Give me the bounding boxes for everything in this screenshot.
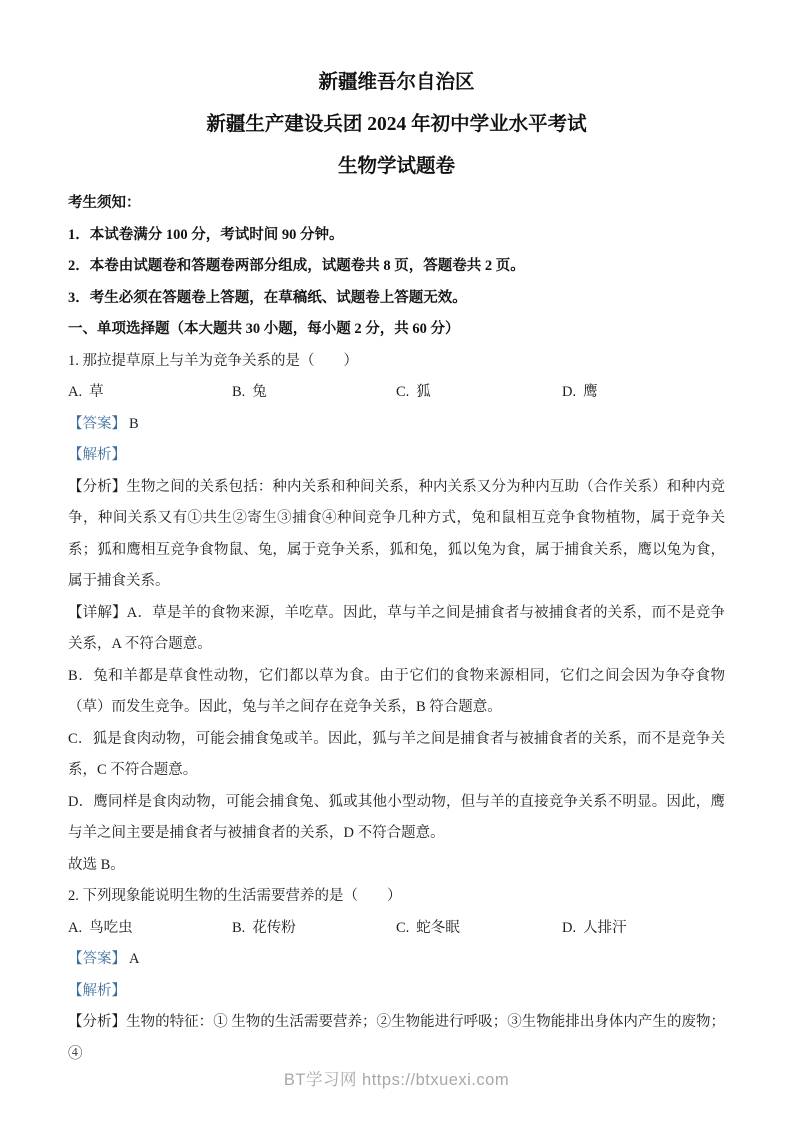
option-b — [232, 377, 396, 409]
option-c-label: C. — [396, 384, 410, 400]
option-c — [396, 913, 562, 945]
notice-item-3: 3．考生必须在答题卷上答题，在草稿纸、试题卷上答题无效。 — [68, 289, 467, 306]
exam-header — [68, 62, 725, 188]
detail-paragraph-c: C．狐是食肉动物，可能会捕食兔或羊。因此，狐与羊之间是捕食者与被捕食者的关系，而不是竞争关系，C 不符合题意。 — [68, 730, 725, 778]
option-d — [562, 913, 725, 945]
conclusion-line: 故选 B。 — [68, 856, 125, 873]
answer-line — [68, 409, 725, 441]
answer-label: 【答案】 — [68, 951, 126, 967]
answer-value: A — [129, 951, 140, 967]
option-d-text: 鹰 — [583, 384, 598, 400]
question-1-stem: 1. 那拉提草原上与羊为竞争关系的是（ ） — [68, 352, 358, 369]
analysis-label-line — [68, 976, 725, 1008]
exam-title-subject: 生物学试题卷 — [337, 156, 455, 177]
option-d-label: D. — [562, 384, 577, 400]
option-b-label: B. — [232, 919, 246, 936]
option-c-label: C. — [396, 919, 410, 936]
option-c — [396, 377, 562, 409]
option-a-label: A. — [68, 919, 83, 936]
answer-label: 【答案】 — [68, 415, 126, 432]
analysis-label: 【解析】 — [68, 447, 126, 463]
option-a — [68, 377, 232, 409]
option-a-text: 鸟吃虫 — [89, 919, 133, 936]
answer-line — [68, 944, 725, 976]
detail-paragraph-d: D．鹰同样是食肉动物，可能会捕食兔、狐或其他小型动物，但与羊的直接竞争关系不明显。因此，鹰与羊之间主要是捕食者与被捕食者的关系，D 不符合题意。 — [68, 793, 725, 841]
option-b-text: 花传粉 — [252, 919, 296, 936]
question-2-stem: 2. 下列现象能说明生物的生活需要营养的是（ ） — [68, 888, 402, 904]
option-d-label: D. — [562, 919, 577, 936]
notice-heading: 考生须知： — [68, 195, 141, 211]
option-a — [68, 913, 232, 945]
analysis-paragraph: 【分析】生物的特征：① 生物的生活需要营养；②生物能进行呼吸；③生物能排出身体内产生的废物；④ — [68, 1014, 725, 1062]
answer-value: B — [129, 415, 139, 432]
watermark-footer: BT学习网 https://btxuexi.com — [283, 1071, 510, 1089]
notice-item-2: 2．本卷由试题卷和答题卷两部分组成，试题卷共 8 页，答题卷共 2 页。 — [68, 258, 525, 274]
analysis-label-line — [68, 440, 725, 472]
question-2 — [68, 881, 725, 1070]
question-2-options-row — [68, 913, 725, 945]
option-a-label: A. — [68, 384, 83, 400]
option-d-text: 人排汗 — [583, 919, 627, 936]
question-1 — [68, 346, 725, 882]
option-b-label: B. — [232, 384, 246, 400]
option-b-text: 兔 — [252, 384, 267, 400]
option-b — [232, 913, 396, 945]
notice-section — [68, 188, 725, 314]
option-c-text: 蛇冬眠 — [416, 919, 460, 936]
option-a-text: 草 — [89, 384, 104, 400]
exam-title-main: 新疆生产建设兵团 2024 年初中学业水平考试 — [206, 114, 587, 135]
option-c-text: 狐 — [416, 384, 431, 400]
question-1-options-row — [68, 377, 725, 409]
detail-paragraph-a: 【详解】A．草是羊的食物来源，羊吃草。因此，草与羊之间是捕食者与被捕食者的关系，而不是竞争关系，A 不符合题意。 — [68, 604, 725, 652]
option-d — [562, 377, 725, 409]
section-heading: 一、单项选择题（本大题共 30 小题，每小题 2 分，共 60 分） — [68, 321, 460, 337]
detail-paragraph-b: B．兔和羊都是草食性动物，它们都以草为食。由于它们的食物来源相同，它们之间会因为争夺食物（草）而发生竞争。因此，兔与羊之间存在竞争关系，B 符合题意。 — [68, 667, 725, 715]
analysis-paragraph: 【分析】生物之间的关系包括：种内关系和种间关系，种内关系又分为种内互助（合作关系）和种内竞争，种间关系又有①共生②寄生③捕食④种间竞争几种方式，兔和鼠相互竞争食物植物，属于竞争关系；狐和鹰相互竞争食物鼠、兔，属于竞争关系，狐和兔，狐以兔为食，属于捕食关系，鹰以兔为食，属于捕食关系。 — [68, 478, 725, 589]
analysis-label: 【解析】 — [68, 982, 126, 999]
exam-title-region: 新疆维吾尔自治区 — [318, 72, 475, 93]
notice-item-1: 1．本试卷满分 100 分，考试时间 90 分钟。 — [68, 226, 344, 243]
